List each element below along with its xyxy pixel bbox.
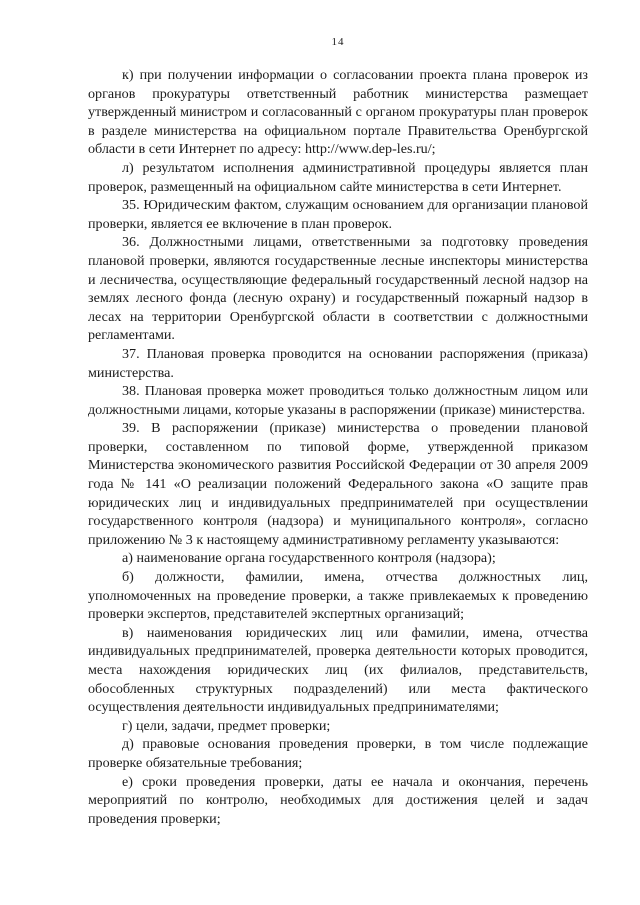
paragraph-38: 38. Плановая проверка может проводиться только должностным лицом или должностными лицами, которые указаны в распоряжении (приказе) министерства.: [88, 383, 588, 418]
paragraph-k: к) при получении информации о согласовании проекта плана проверок из органов прокуратуры ответственный работник министерства размещает утвержденный министром и согласованный с органом прокуратуры план проверок в разделе министерства на официальном портале Правительства Оренбургской области в сети Интернет по адресу: http://www.dep-les.ru/;: [88, 67, 588, 158]
paragraph-37: 37. Плановая проверка проводится на основании распоряжения (приказа) министерства.: [88, 345, 588, 381]
paragraph-36: 36. Должностными лицами, ответственными за подготовку проведения плановой проверки, являются государственные лесные инспекторы министерства и лесничества, осуществляющие федеральный государственный лесной надзор на землях лесного фонда (лесную охрану) и государственный пожарный надзор в лесах на территории Оренбургской области в соответствии с должностными регламентами.: [88, 234, 588, 344]
list-item-e: е) сроки проведения проверки, даты ее начала и окончания, перечень мероприятий по контролю, необходимых для достижения целей и задач проведения проверки;: [88, 773, 588, 827]
paragraph-l: л) результатом исполнения административной процедуры является план проверок, размещенный на официальном сайте министерства в сети Интернет.: [88, 159, 588, 195]
paragraph-35: 35. Юридическим фактом, служащим основанием для организации плановой проверки, является ее включение в план проверок.: [88, 197, 588, 232]
paragraph-39: 39. В распоряжении (приказе) министерства о проведении плановой проверки, составленном по типовой форме, утвержденной приказом Министерства экономического развития Российской Федерации от 30 апреля 2009 года № 141 «О реализации положений Федерального закона «О защите прав юридических лиц и индивидуальных предпринимателей при осуществлении государственного контроля (надзора) и муниципального контроля», согласно приложению № 3 к настоящему административному регламенту указываются:: [88, 420, 588, 548]
list-item-v: в) наименования юридических лиц или фамилии, имена, отчества индивидуальных предпринимателей, проверка деятельности которых проводится, места нахождения юридических лиц (их филиалов, представительств, обособленных структурных подразделений) или места фактического осуществления деятельности индивидуальных предпринимателями;: [88, 624, 588, 716]
list-item-a: а) наименование органа государственного контроля (надзора);: [122, 550, 496, 567]
page-number: 14: [331, 36, 345, 48]
list-item-d: д) правовые основания проведения проверки, в том числе подлежащие проверке обязательные требования;: [88, 736, 588, 771]
list-item-g: г) цели, задачи, предмет проверки;: [122, 717, 331, 734]
list-item-b: б) должности, фамилии, имена, отчества должностных лиц, уполномоченных на проведение проверки, а также привлекаемых к проведению проверки экспертов, представителей экспертных организаций;: [88, 569, 588, 623]
document-body: [88, 66, 588, 828]
